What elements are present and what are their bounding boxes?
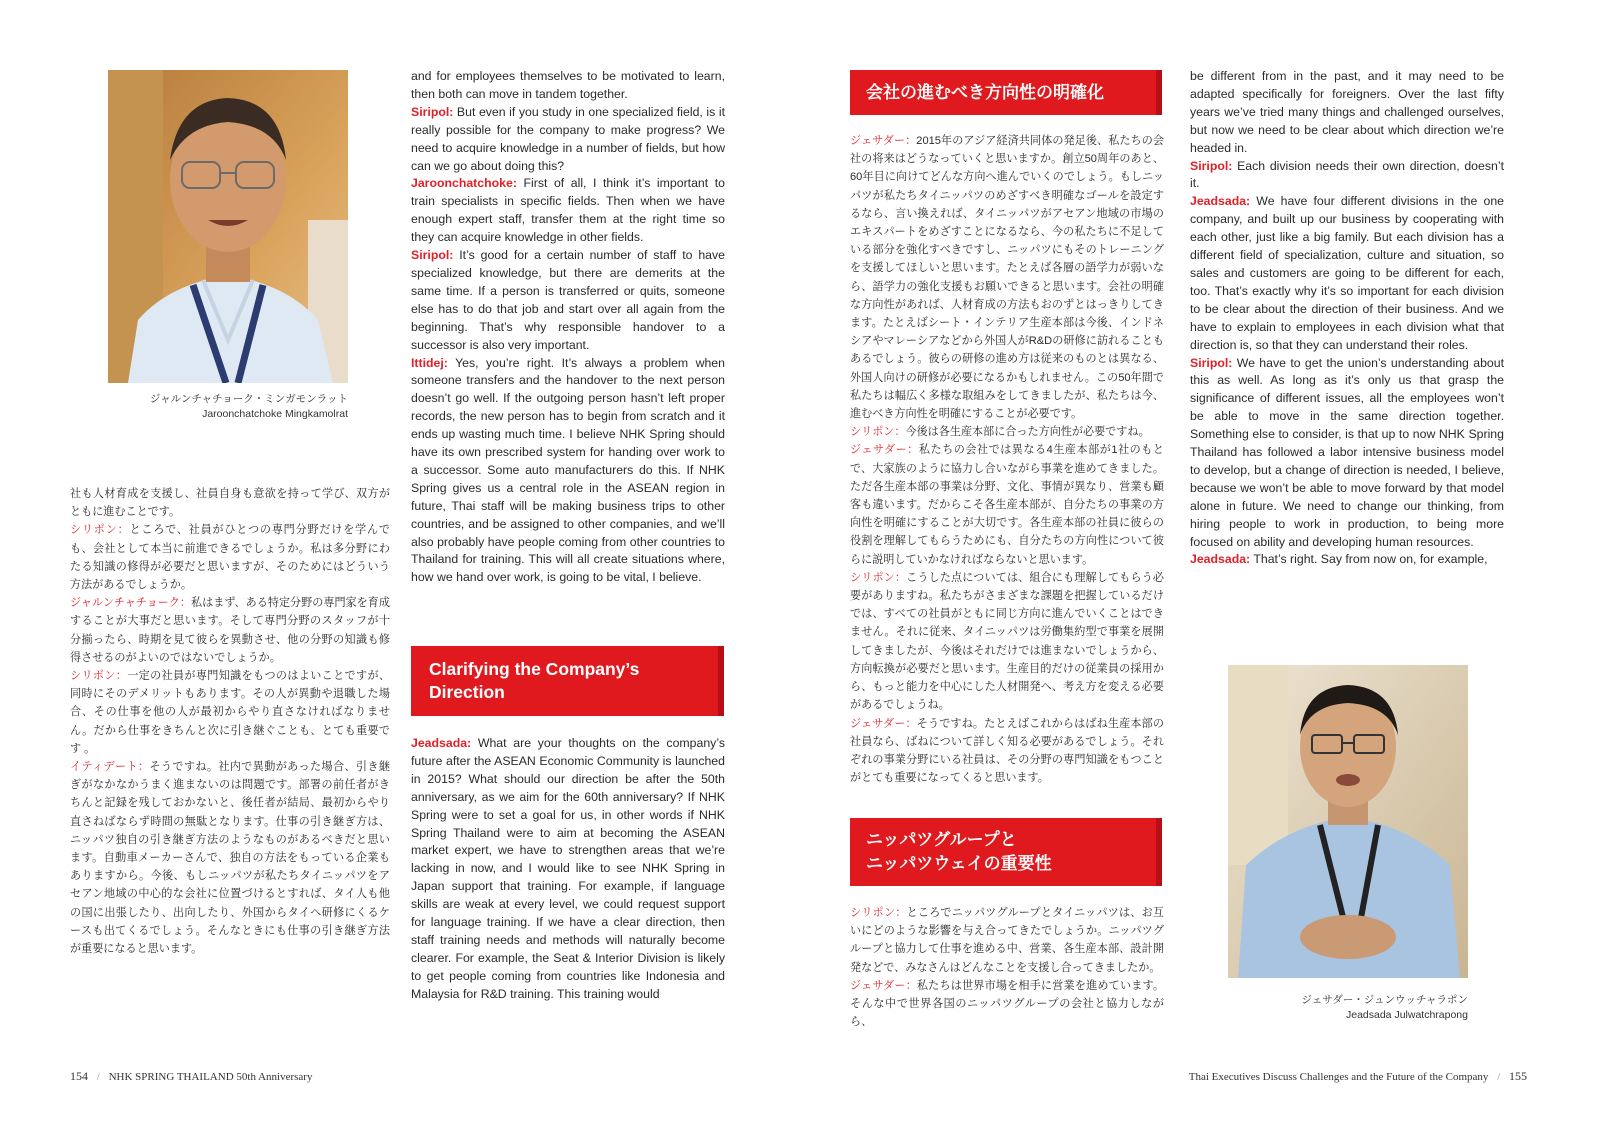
right-en-column: [1190, 68, 1504, 569]
portrait-illustration-jeadsada: [1228, 665, 1468, 978]
photo-caption-jaroonchatchoke: [140, 392, 348, 422]
paragraph: [70, 667, 390, 758]
paragraph-text: That’s right. Say from now on, for example,: [1250, 552, 1488, 567]
paragraph: [1190, 551, 1504, 569]
footer-title-left: NHK SPRING THAILAND 50th Anniversary: [108, 1071, 313, 1083]
caption-jp: ジェサダー・ジュンウッチャラポン: [1301, 994, 1468, 1006]
paragraph-text: 私たちは世界市場を相手に営業を進めています。そんな中で世界各国のニッパツグループの会社と協力しながら、: [850, 979, 1164, 1029]
heading-jp-2-line-1: ニッパツグループと: [866, 830, 1017, 849]
speaker-name: シリポン：: [850, 907, 907, 919]
speaker-name: Jaroonchatchoke:: [411, 176, 517, 191]
paragraph-text: What are your thoughts on the company’s future after the ASEAN Economic Community is launched in 2015? What should our direction be after the 50th anniversary, as we aim for the 60th anniversary? If NHK Spring were to set a goal for us, in other words if NHK Spring Thailand were to aim at becoming the ASEAN market expert, we have to strengthen areas that we’re lacking in now, and I would like to see NHK Spring in Japan support that training. For example, if language skills are weak at every level, we could request support for language training. If we have a clear direction, then staff training needs and methods will naturally become clearer. For example, the Seat & Interior Division is likely to get people coming from countries like Indonesia and Malaysia for R&D training. This training would: [411, 736, 725, 1001]
paragraph: [411, 355, 725, 588]
paragraph-text: 私はまず、ある特定分野の専門家を育成することが大事だと思います。そして専門分野のスタッフが十分揃ったら、時期を見て彼らを異動させ、他の分野の知識も修得させるのがよいのではないでしょうか。: [70, 597, 390, 664]
portrait-illustration-jaroonchatchoke: [108, 70, 348, 383]
left-en-column-top: [411, 68, 725, 587]
paragraph-text: そうですね。社内で異動があった場合、引き継ぎがなかなかうまく進まないのは問題です。部署の前任者がきちんと記録を残しておかないと、後任者が結局、最初からやり直さねばならず時間の無駄となります。仕事の引き継ぎ方は、ニッパツ独自の引き継ぎ方法のようなものがあるべきだと思います。自動車メーカーさんで、独自の方法をもっている企業もありますから。今後、もしニッパツが私たちタイニッパツをアセアン地域の中心的な会社に位置づけるとすれば、タイ人も他の国に出張したり、出向したり、外国からタイへ研修にくるケースも出てくるでしょう。そんなときにも仕事の引き継ぎ方法が重要になると思います。: [70, 761, 390, 956]
paragraph: [70, 594, 390, 667]
paragraph-text: We have to get the union’s understanding about this as well. As long as it’s only us that grasp the significance of different issues, all the employees won’t be able to move in the same direction together. Something else to consider, is that up to now NHK Spring Thailand has followed a labor intensive business model to develop, but a change of direction is needed, I believe, because we won’t be able to move forward by that model alone in future. We need to change our thinking, from hiring people to work in production, to being more focused on ability and developing human resources.: [1190, 355, 1504, 549]
paragraph-text: 2015年のアジア経済共同体の発足後、私たちの会社の将来はどうなっていくと思いますか。創立50周年のあと、60年目に向けてどんな方向へ進んでいくのでしょう。もしニッパツが私たちタイニッパツのめざすべき明確なゴールを設定するなら、言い換えれば、タイニッパツがアセアン地域の市場のエキスパートをめざすことになるなら、今の私たちに不足している部分を強化すべきですし、ニッパツにもそのトレーニングを支援してほしいと思います。たとえば各層の語学力が弱いなら、語学力の強化支援もお願いできると思います。会社の明確な方向性があれば、人材育成の方法もおのずとはっきりしてきます。たとえばシート・インテリア生産本部は今後、インドネシアやマレーシアなどから外国人がR&Dの研修に訪れることもあるでしょう。彼らの研修の進め方は従来のものとは異なる、外国人向けの研修が必要になるかもしれません。この50年間で私たちは幅広く多様な取組みをしてきましたが、私たちは今、進むべき方向性を明確にすることが必要です。: [850, 135, 1164, 421]
section-heading-jp-direction: [850, 70, 1162, 115]
heading-shade: [718, 646, 724, 716]
paragraph-text: But even if you study in one specialized field, is it really possible for the company to make progress? We need to acquire knowledge in a number of fields, but how can we go about doing this?: [411, 104, 725, 173]
paragraph: [411, 735, 725, 1004]
speaker-name: ジェサダー：: [850, 717, 917, 730]
page-number-right: 155: [1509, 1069, 1527, 1083]
heading-line-1: Clarifying the Company’s: [429, 659, 640, 679]
paragraph: [70, 521, 390, 594]
footer-left: [70, 1069, 312, 1084]
paragraph: [1190, 355, 1504, 552]
paragraph-text: Each division needs their own direction, doesn’t it.: [1190, 158, 1504, 191]
speaker-name: Jeadsada:: [1190, 194, 1251, 209]
speaker-name: ジャルンチャチョーク：: [70, 597, 191, 610]
speaker-name: ジェサダー：: [850, 979, 917, 992]
paragraph-text: そうですね。たとえばこれからはばね生産本部の社員なら、ばねについて詳しく知る必要があるでしょう。それぞれの事業分野にいる社員は、その分野の専門知識をもつことがとても重要になってくると思います。: [850, 717, 1164, 785]
heading-line-2: Direction: [429, 682, 505, 702]
paragraph: [70, 485, 390, 521]
section-heading-jp-group: [850, 818, 1162, 886]
paragraph: [850, 977, 1164, 1032]
speaker-name: Siripol:: [1190, 355, 1233, 370]
heading-shade: [1156, 818, 1162, 886]
paragraph: [70, 758, 390, 958]
paragraph: [411, 175, 725, 247]
speaker-name: Jeadsada:: [411, 736, 472, 750]
footer-slash: /: [1497, 1071, 1501, 1083]
paragraph-text: and for employees themselves to be motivated to learn, then both can move in tandem together.: [411, 69, 725, 101]
caption-en: Jeadsada Julwatchrapong: [1345, 1009, 1468, 1021]
footer-slash: /: [96, 1071, 100, 1083]
paragraph-text: 社も人材育成を支援し、社員自身も意欲を持って学び、双方がともに進むことです。: [70, 488, 390, 519]
speaker-name: ジェサダー：: [850, 135, 917, 147]
paragraph: [411, 247, 725, 354]
heading-shade: [1156, 70, 1162, 115]
paragraph: [1190, 68, 1504, 158]
speaker-name: Siripol:: [411, 104, 454, 119]
heading-jp-1: 会社の進むべき方向性の明確化: [866, 83, 1104, 102]
paragraph: [1190, 158, 1504, 194]
section-heading-clarifying-direction: [411, 646, 724, 716]
speaker-name: Jeadsada:: [1190, 552, 1251, 567]
speaker-name: イティデート：: [70, 761, 150, 774]
footer-right: [1189, 1069, 1527, 1084]
paragraph: [411, 104, 725, 176]
paragraph-text: 今後は各生産本部に合った方向性が必要ですね。: [905, 426, 1150, 439]
speaker-name: ジェサダー：: [850, 444, 919, 457]
heading-jp-2-line-2: ニッパツウェイの重要性: [866, 854, 1052, 873]
caption-jp: ジャルンチャチョーク・ミンガモンラット: [149, 393, 348, 405]
paragraph: [850, 715, 1164, 788]
left-en-column-bottom: [411, 735, 725, 1004]
paragraph-text: ところでニッパツグループとタイニッパツは、お互いにどのような影響を与え合ってきたでしょうか。ニッパツグループと協力して仕事を進める中、営業、各生産本部、設計開発などで、みなさんはどんなことを支援し合ってきましたか。: [850, 907, 1164, 974]
paragraph: [850, 423, 1164, 441]
paragraph-text: be different from in the past, and it may need to be adapted specifically for foreigners. Over the last fifty years we’ve tried many things and challenged ourselves, but now we need to be clear about which direction we’re headed in.: [1190, 69, 1504, 155]
photo-jeadsada: [1228, 665, 1468, 978]
speaker-name: シリポン：: [850, 426, 906, 439]
paragraph: [850, 569, 1164, 715]
paragraph-text: First of all, I think it’s important to train specialists in specific fields. Then when we have enough expert staff, transfer them at the right time so they can acquire knowledge in other fields.: [411, 176, 725, 245]
paragraph-text: Yes, you’re right. It’s always a problem when someone transfers and the handover to the next person doesn’t go well. If the outgoing person hasn’t left proper records, the new person has to begin from scratch and it ends up wasting much time. I believe NHK Spring should have its own prescribed system for handing over work to a successor. Some auto manufacturers do this. If NHK Spring gives us a central role in the ASEAN region in future, Thai staff will be making business trips to other countries, and be assigned to other companies, and we’ll also probably have people coming from other countries to Thailand for training. This will all create situations where, how we hand over work, is going to be vital, I believe.: [411, 355, 725, 585]
speaker-name: Ittidej:: [411, 355, 448, 370]
speaker-name: シリポン：: [70, 670, 128, 683]
speaker-name: Siripol:: [1190, 158, 1233, 173]
paragraph-text: ところで、社員がひとつの専門分野だけを学んでも、会社として本当に前進できるでしょうか。私は多分野にわたる知識の修得が必要だと思いますが、そのためにはどういう方法があるでしょうか。: [70, 524, 390, 592]
footer-title-right: Thai Executives Discuss Challenges and the Future of the Company: [1188, 1071, 1489, 1083]
speaker-name: シリポン：: [850, 571, 907, 584]
paragraph-text: こうした点については、組合にも理解してもらう必要がありますね。私たちがさまざまな課題を把握しているだけでは、すべての社員がともに同じ方向に進んでいくことはできません。それに従来、タイニッパツは労働集約型で事業を展開してきましたが、今後はそれだけでは進まないでしょうから、方向転換が必要だと思います。生産目的だけの従業員の採用から、もっと能力を中心にした人材開発へ、考え方を変える必要があるでしょうね。: [850, 571, 1164, 712]
paragraph: [1190, 193, 1504, 354]
paragraph-text: It’s good for a certain number of staff to have specialized knowledge, but there are demerits at the same time. If a person is transferred or quits, someone else has to do that job and start over all again from the beginning. That’s why responsible handover to a successor is also very important.: [411, 248, 725, 352]
page-number-left: 154: [70, 1069, 88, 1083]
left-jp-column: [70, 485, 390, 958]
caption-en: Jaroonchatchoke Mingkamolrat: [202, 408, 348, 420]
photo-jaroonchatchoke: [108, 70, 348, 383]
paragraph: [850, 441, 1164, 568]
paragraph: [850, 132, 1164, 423]
paragraph-text: 私たちの会社では異なる4生産本部が1社のもとで、大家族のように協力し合いながら事業を進めてきました。ただ各生産本部の事業は分野、文化、事情が異なり、営業も顧客も違います。だからこそ各生産本部が、自分たちの事業の方向性を明確にすることが大切です。各生産本部の社員に彼らの役割を理解してもらうためにも、自分たちの方向性について彼らに説明していかなければならないと思います。: [850, 444, 1164, 566]
right-jp-column-top: [850, 132, 1164, 787]
speaker-name: Siripol:: [411, 248, 454, 263]
paragraph-text: 一定の社員が専門知識をもつのはよいことですが、同時にそのデメリットもあります。その人が異動や退職した場合、その仕事を他の人が最初からやり直さなければなりません。だから仕事をきちんと次に引き継ぐことも、とても重要です 。: [70, 670, 390, 755]
photo-caption-jeadsada: [1260, 993, 1468, 1023]
right-jp-column-bottom: [850, 904, 1164, 1031]
paragraph-text: We have four different divisions in the one company, and built up our business by cooperating with each other, just like a big family. But each division has a different field of specialization, culture and situation, so sales and customers are going to be different for each, too. That’s exactly why it’s so important for each division to be clear about the direction of their business. And we have to explain to employees in each division what that direction is, so that they can understand their roles.: [1190, 194, 1504, 352]
paragraph: [411, 68, 725, 104]
paragraph: [850, 904, 1164, 977]
speaker-name: シリポン：: [70, 524, 130, 537]
